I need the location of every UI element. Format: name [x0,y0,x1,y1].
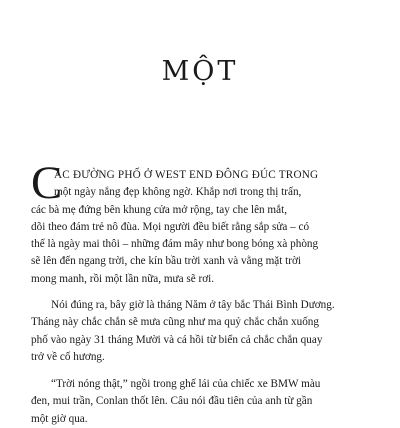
paragraph-line: dõi theo đám trẻ nô đùa. Mọi người đều biết rằng sắp sửa – có [31,220,310,233]
paragraph-line: sẽ lên đến ngang trời, che kín bầu trời xanh và vằng mặt trời [31,255,302,268]
drop-cap: C [31,157,63,209]
paragraph-line: mong manh, rồi một lần nữa, mưa sẽ rơi. [31,272,215,285]
paragraph-line: đen, mui trần, Conlan thốt lên. Câu nói đầu tiên của anh từ gần [31,395,313,408]
paragraph-line: ÁC ĐƯỜNG PHỐ Ở WEST END ĐÔNG ĐÚC TRONG [54,169,319,181]
paragraph-line: “Trời nóng thật,” ngồi trong ghế lái của chiếc xe BMW màu [51,378,321,390]
paragraph-line: trở về cố hương. [31,350,105,363]
paragraph-line: các bà mẹ đứng bên khung cửa mở rộng, tay che lên mắt, [31,203,288,216]
paragraph-3 [31,376,377,428]
paragraph-1 [31,167,377,288]
chapter-title: MỘT [161,56,239,87]
paragraph-line: Tháng này chắc chắn sẽ mưa cũng như ma quỷ chắc chắn xuống [31,316,319,329]
paragraph-line: thể là ngày mai thôi – những đám mây như bong bóng xà phòng [31,238,319,251]
paragraph-line: phố vào ngày 31 tháng Mười và cá hồi từ biển cả chắc chắn quay [31,333,323,346]
paragraph-line: một giờ qua. [31,412,88,425]
paragraph-line: Nói đúng ra, bây giờ là tháng Năm ở tây bắc Thái Bình Dương. [51,299,335,311]
paragraph-2 [31,297,377,366]
paragraph-line: một ngày nắng đẹp không ngờ. Khắp nơi trong thị trấn, [54,186,302,199]
